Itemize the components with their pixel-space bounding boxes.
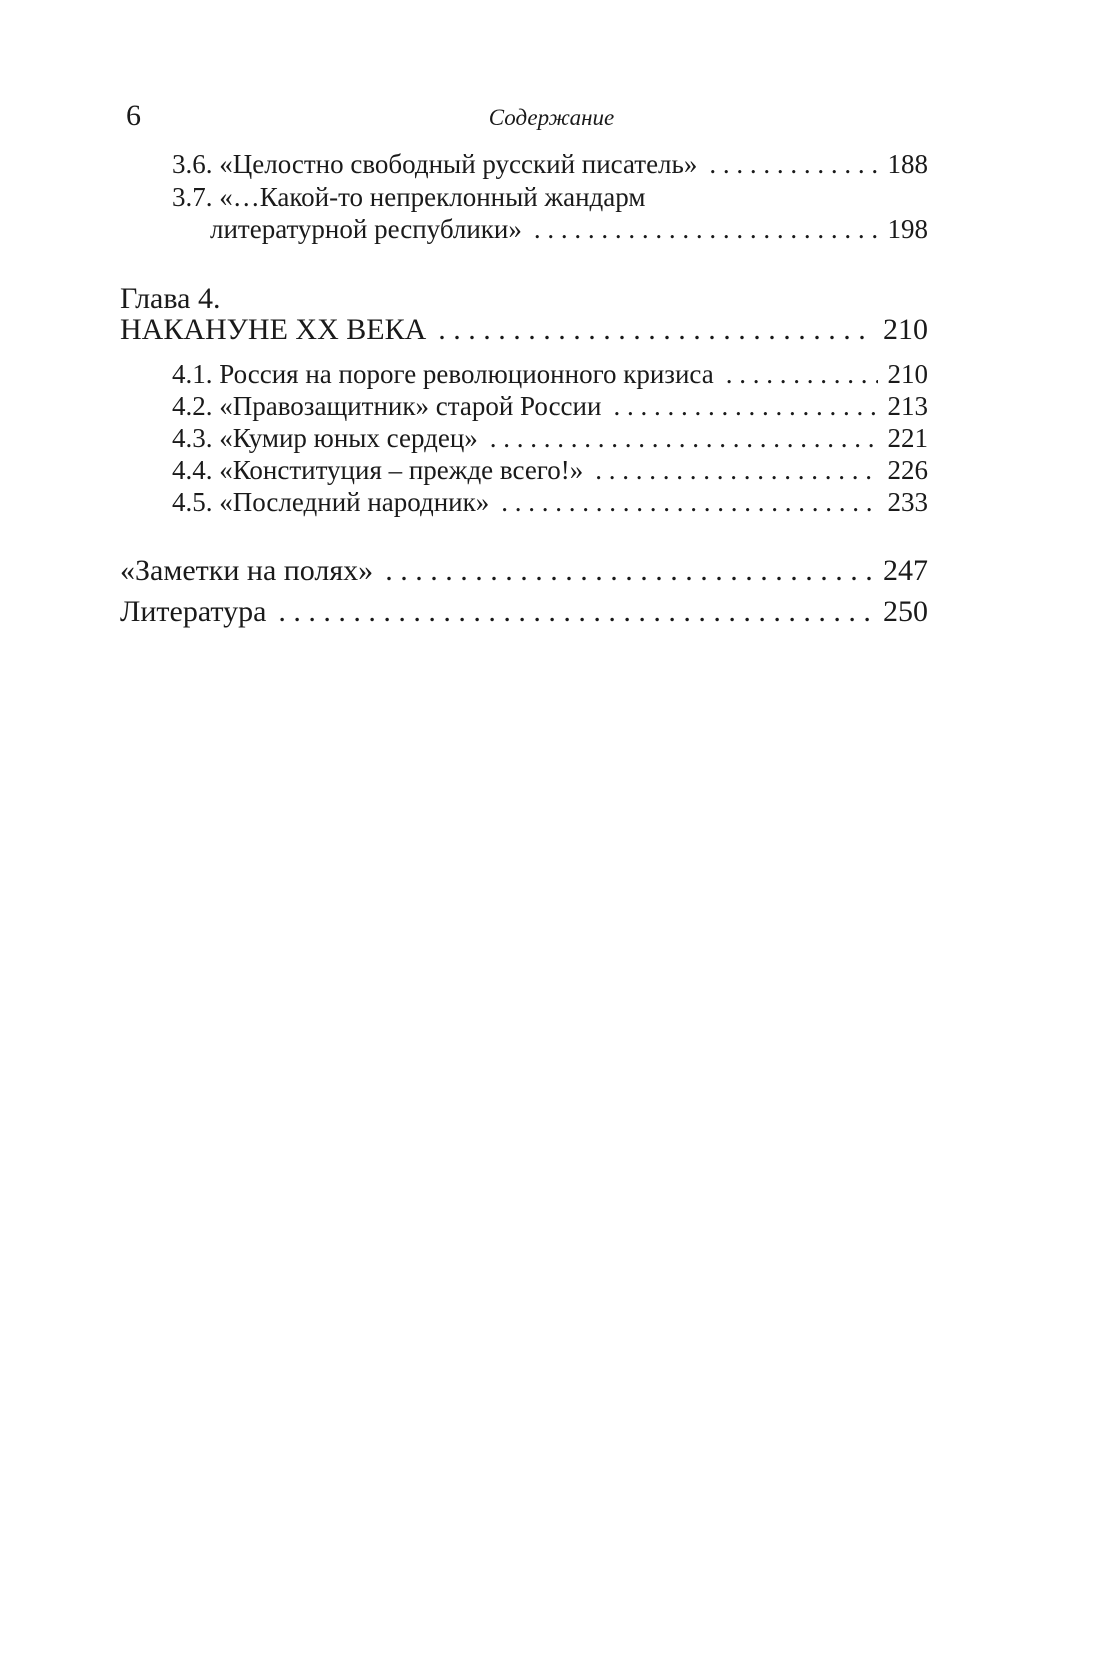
running-title: Содержание	[488, 105, 615, 130]
dot-leader	[726, 357, 878, 391]
dot-leader	[490, 421, 878, 455]
chapter-4-label: Глава 4.	[120, 282, 221, 315]
toc-page-number: 233	[887, 487, 928, 517]
toc-entry-4-3	[172, 421, 928, 455]
dot-leader	[534, 212, 878, 246]
toc-entry-title: «Заметки на полях»	[120, 554, 374, 587]
dot-leader	[278, 593, 873, 631]
toc-page-number: 198	[887, 214, 928, 244]
toc-entry-title: литературной республики»	[210, 214, 522, 244]
page-number: 6	[126, 99, 141, 132]
toc-entry-title: 4.4. «Конституция – прежде всего!»	[172, 455, 584, 485]
toc-chapter-4	[120, 311, 928, 349]
dot-leader	[385, 552, 873, 590]
toc-page-number: 247	[883, 554, 928, 587]
dot-leader	[438, 311, 873, 349]
chapter-title: НАКАНУНЕ XX ВЕКА	[120, 313, 427, 346]
toc-page-number: 226	[887, 455, 928, 485]
toc-entry-4-1	[172, 357, 928, 391]
toc-entry-title: 4.3. «Кумир юных сердец»	[172, 423, 478, 453]
toc-page-number: 188	[887, 149, 928, 179]
dot-leader	[501, 485, 877, 519]
dot-leader	[709, 147, 877, 181]
toc-entry-title: 3.6. «Целостно свободный русский писатель»	[172, 149, 698, 179]
toc-notes	[120, 552, 928, 590]
toc-entry-title: 4.5. «Последний народник»	[172, 487, 490, 517]
toc-page-number: 213	[887, 391, 928, 421]
dot-leader	[613, 389, 877, 423]
toc-entry-3-7-first-line: 3.7. «…Какой-то непреклонный жандарм	[172, 182, 646, 212]
toc-entry-title: Литература	[120, 595, 267, 628]
toc-entry-3-7	[210, 212, 928, 246]
toc-entry-title: 4.1. Россия на пороге революционного кризиса	[172, 359, 714, 389]
toc-entry-4-2	[172, 389, 928, 423]
toc-page-number: 210	[883, 313, 928, 346]
toc-page-number: 250	[883, 595, 928, 628]
toc-entry-title: 4.2. «Правозащитник» старой России	[172, 391, 602, 421]
toc-page-number: 210	[887, 359, 928, 389]
toc-page-number: 221	[887, 423, 928, 453]
toc-entry-4-5	[172, 485, 928, 519]
toc-entry-3-6	[172, 147, 928, 181]
toc-entry-4-4	[172, 453, 928, 487]
dot-leader	[595, 453, 877, 487]
toc-literature	[120, 593, 928, 631]
